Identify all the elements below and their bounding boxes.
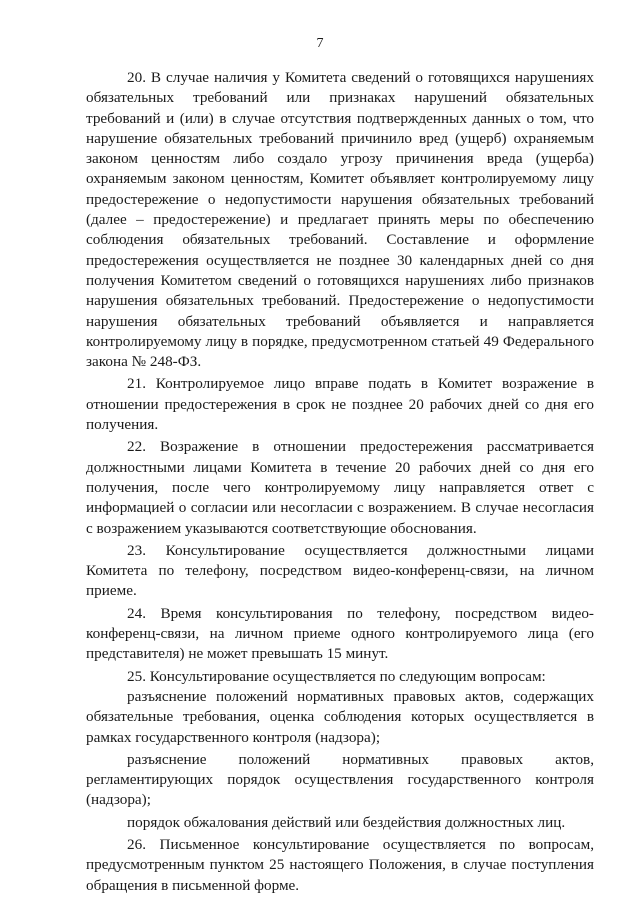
paragraph-21: 21. Контролируемое лицо вправе подать в Комитет возражение в отношении предостережения в срок не позднее 20 рабочих дней со дня его получения. <box>86 375 594 434</box>
page-number: 7 <box>316 36 324 51</box>
paragraph-22: 22. Возражение в отношении предостережения рассматривается должностными лицами Комитета в течение 20 рабочих дней со дня его получения, после чего контролируемому лицу направляется ответ с информацией о согласии или несогласии с возражением. В случае несогласия с возражением указываются соответствующие обоснования. <box>86 438 594 537</box>
list-item-2: разъяснение положений нормативных правовых актов, регламентирующих порядок осуществления государственного контроля (надзора); <box>86 750 594 809</box>
paragraph-23: 23. Консультирование осуществляется должностными лицами Комитета по телефону, посредством видео-конференц-связи, на личном приеме. <box>86 541 594 600</box>
list-item-3: порядок обжалования действий или бездействия должностных лиц. <box>127 813 566 831</box>
paragraph-20: 20. В случае наличия у Комитета сведений о готовящихся нарушениях обязательных требований или признаках нарушений обязательных требований и (или) в случае отсутствия подтвержденных данных о том, что нарушение обязательных требований причинило вред (ущерб) охраняемым законом ценностям либо создало угрозу причинения вреда (ущерба) охраняемым законом ценностям, Комитет объявляет контролируемому лицу предостережение о недопустимости нарушения обязательных требований (далее – предостережение) и предлагает принять меры по обеспечению соблюдения обязательных требований. Составление и оформление предостережения осуществляется не позднее 30 календарных дней со дня получения Комитетом сведений о готовящихся нарушениях либо признаков нарушения обязательных требований. Предостережение о недопустимости нарушения обязательных требований объявляется и направляется контролируемому лицу в порядке, предусмотренном статьей 49 Федерального закона № 248-ФЗ. <box>86 69 594 371</box>
list-item-1: разъяснение положений нормативных правовых актов, содержащих обязательные требования, оценка соблюдения которых осуществляется в рамках государственного контроля (надзора); <box>86 687 594 746</box>
document-body <box>86 68 594 896</box>
paragraph-24: 24. Время консультирования по телефону, посредством видео-конференц-связи, на личном приеме одного контролируемого лица (его представителя) не может превышать 15 минут. <box>86 604 594 663</box>
paragraph-25: 25. Консультирование осуществляется по следующим вопросам: <box>127 667 546 685</box>
paragraph-26: 26. Письменное консультирование осуществляется по вопросам, предусмотренным пунктом 25 настоящего Положения, в случае поступления обращения в письменной форме. <box>86 835 594 894</box>
